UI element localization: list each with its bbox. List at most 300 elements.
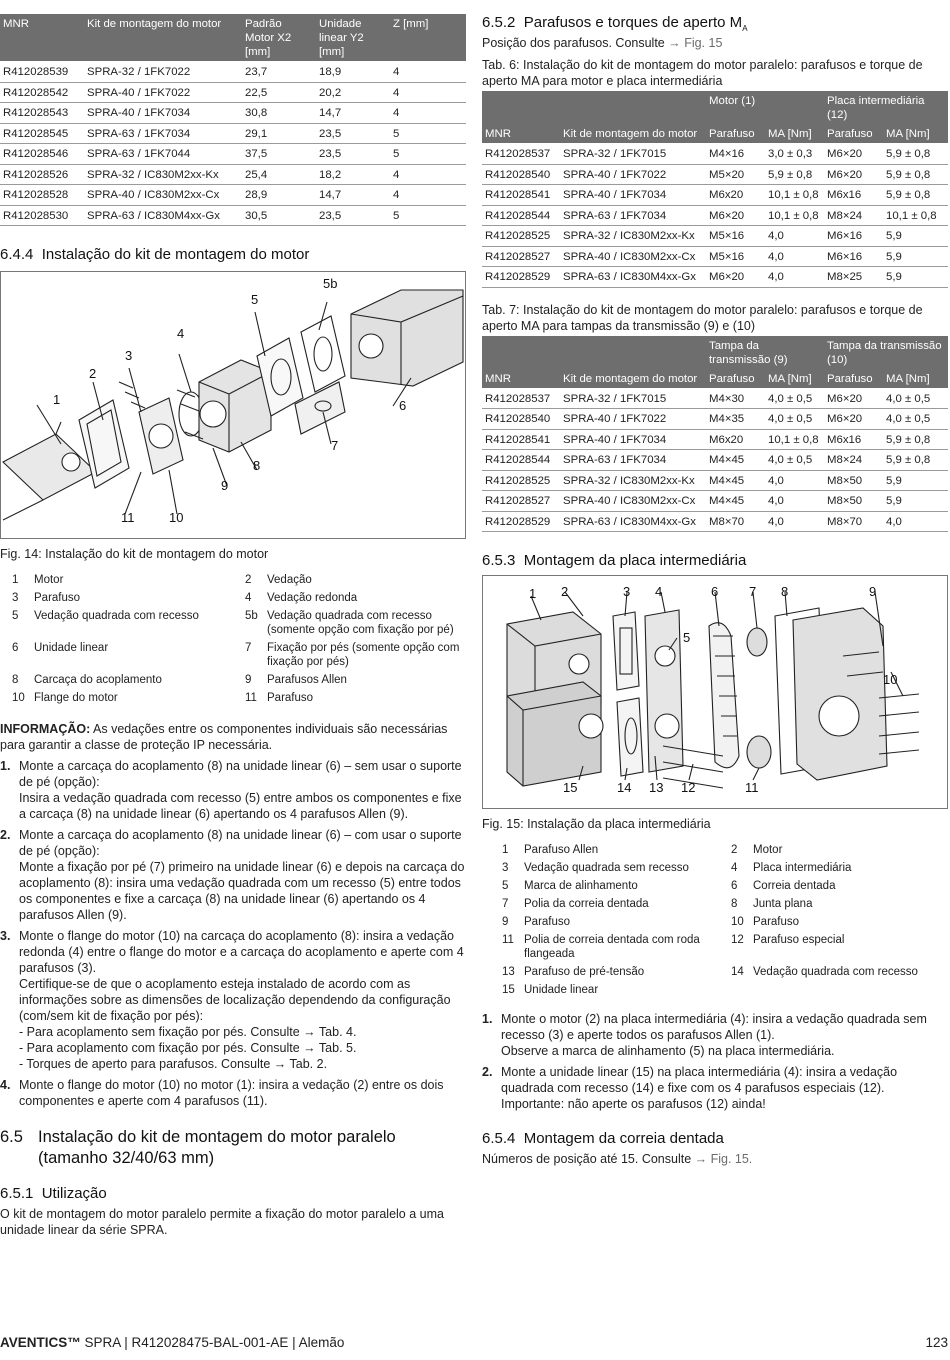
table-row: [482, 450, 948, 471]
legend-number: 4: [731, 862, 738, 874]
info-note: INFORMAÇÃO: As vedações entre os componentes individuais são necessárias para garantir a classe de proteção IP necessária.: [0, 722, 448, 752]
step-line: Observe a marca de alinhamento (5) na placa intermediária.: [501, 1044, 835, 1058]
table-cell: 20,2: [316, 82, 390, 103]
table-cell: 18,9: [316, 62, 390, 83]
table-cell: 23,5: [316, 144, 390, 165]
table-cell: M6x16: [824, 429, 883, 450]
step-number: 1.: [482, 1012, 493, 1026]
legend-number: 8: [12, 674, 19, 686]
table-cell: M5×16: [706, 226, 765, 247]
callout-11: 11: [745, 780, 759, 795]
table-cell: 4,0 ± 0,5: [883, 409, 948, 430]
table-row: [0, 82, 466, 103]
col-header: Parafuso: [824, 124, 883, 144]
table-row: [482, 388, 948, 409]
table-cell: SPRA-40 / 1FK7034: [84, 103, 242, 124]
legend-label: Parafuso de pré-tensão: [524, 966, 645, 978]
table-cell: 4,0: [765, 491, 824, 512]
legend-item: [731, 915, 948, 929]
group-header: Tampa da transmissão (9): [706, 336, 824, 369]
col-header: MA [Nm]: [883, 124, 948, 144]
legend-item: [12, 591, 233, 605]
legend-label: Unidade linear: [34, 642, 109, 654]
table-cell: 5,9 ± 0,8: [883, 164, 948, 185]
step-line: Monte a unidade linear (15) na placa intermediária (4): insira a vedação quadrada com recesso (14) e fixe com os 4 parafusos especiais (12).: [501, 1065, 898, 1095]
col-header: Z [mm]: [390, 14, 466, 62]
table-cell: 4: [390, 164, 466, 185]
legend-label: Marca de alinhamento: [524, 880, 638, 892]
legend-label: Junta plana: [753, 898, 813, 910]
table-row: [482, 491, 948, 512]
legend-number: 2: [245, 574, 252, 586]
legend-label: Vedação quadrada sem recesso: [524, 862, 689, 874]
legend-item: [731, 843, 948, 857]
step-line: - Para acoplamento sem fixação por pés. Consulte → Tab. 4.: [19, 1025, 357, 1039]
table-cell: R412028545: [0, 123, 84, 144]
legend-label: Correia dentada: [753, 880, 836, 892]
table-cell: 5: [390, 205, 466, 226]
table-row: [0, 164, 466, 185]
table-cell: M8×24: [824, 450, 883, 471]
table-cell: SPRA-63 / IC830M4xx-Gx: [84, 205, 242, 226]
table-row: [0, 144, 466, 165]
table-cell: M6×16: [824, 226, 883, 247]
table-cell: SPRA-40 / IC830M2xx-Cx: [84, 185, 242, 206]
legend-item: [245, 573, 466, 587]
table-cell: R412028527: [482, 246, 560, 267]
table-cell: R412028529: [482, 267, 560, 288]
step-line: Monte o flange do motor (10) na carcaça do acoplamento (8): insira a vedação redonda (4) entre o flange do motor e a carcaça do acoplamento e aperte com 4 parafusos (3).: [19, 929, 464, 975]
table-cell: M5×20: [706, 164, 765, 185]
page-number: 123: [925, 1335, 948, 1350]
table-cell: R412028529: [482, 511, 560, 532]
legend-item: [502, 879, 719, 893]
fig15-caption: Fig. 15: Instalação da placa intermediária: [482, 817, 711, 831]
legend-label: Carcaça do acoplamento: [34, 674, 162, 686]
col-header: MNR: [482, 369, 560, 389]
table-cell: R412028539: [0, 62, 84, 83]
col-header: Parafuso: [706, 124, 765, 144]
footer-doc-info: AVENTICS™ SPRA | R412028475-BAL-001-AE | Alemão: [0, 1335, 345, 1350]
table-cell: SPRA-63 / IC830M4xx-Gx: [560, 511, 706, 532]
table-cell: SPRA-32 / IC830M2xx-Kx: [560, 226, 706, 247]
tab6-caption: Tab. 6: Instalação do kit de montagem do motor paralelo: parafusos e torque de aperto MA para motor e placa intermediária: [482, 58, 923, 88]
table-row: [482, 470, 948, 491]
table-row: [482, 185, 948, 206]
table-cell: 10,1 ± 0,8: [765, 205, 824, 226]
legend-item: [502, 965, 719, 979]
legend-number: 1: [502, 844, 509, 856]
legend-item: [731, 879, 948, 893]
table-cell: SPRA-40 / 1FK7034: [560, 185, 706, 206]
table-cell: 5,9 ± 0,8: [765, 164, 824, 185]
callout-1: 1: [529, 586, 537, 601]
table-cell: M8×50: [824, 470, 883, 491]
table-cell: 4: [390, 103, 466, 124]
step-line: Monte o motor (2) na placa intermediária (4): insira a vedação quadrada sem recesso (3) e aperte todos os parafusos Allen (1).: [501, 1012, 927, 1042]
col-header: Parafuso: [706, 369, 765, 389]
legend-label: Vedação quadrada com recesso (somente opção com fixação por pé): [267, 610, 454, 636]
legend-label: Parafuso: [524, 916, 571, 928]
legend-item: [12, 641, 233, 669]
fig15-link[interactable]: → Fig. 15: [668, 36, 723, 50]
table-cell: SPRA-32 / IC830M2xx-Kx: [84, 164, 242, 185]
callout-7: 7: [331, 438, 339, 453]
legend-item: [245, 641, 466, 669]
table-cell: R412028530: [0, 205, 84, 226]
tab7-table: [482, 336, 948, 533]
table-cell: 22,5: [242, 82, 316, 103]
callout-10: 10: [169, 510, 184, 525]
instruction-step: [0, 758, 466, 822]
table-cell: M8×70: [706, 511, 765, 532]
table-row: [0, 123, 466, 144]
tab7-caption: Tab. 7: Instalação do kit de montagem do motor paralelo: parafusos e torque de aperto MA para tampas da transmissão (9) e (10): [482, 302, 923, 333]
tab6-body: [482, 144, 948, 288]
table-cell: SPRA-63 / IC830M4xx-Gx: [560, 267, 706, 288]
group-header: Motor (1): [706, 91, 824, 124]
col-header: MA [Nm]: [765, 369, 824, 389]
table-cell: 37,5: [242, 144, 316, 165]
table-cell: 4,0 ± 0,5: [765, 450, 824, 471]
legend-number: 5: [12, 610, 19, 622]
callout-4: 4: [177, 326, 185, 341]
callout-3: 3: [125, 348, 133, 363]
table-cell: R412028537: [482, 388, 560, 409]
table-row: [0, 103, 466, 124]
table-cell: 4: [390, 82, 466, 103]
table-cell: M6×16: [824, 246, 883, 267]
legend-label: Motor: [34, 574, 64, 586]
instruction-step: [482, 1064, 948, 1112]
section-6-5-4-heading: 6.5.4 Montagem da correia dentada: [482, 1130, 724, 1147]
table-cell: R412028537: [482, 144, 560, 165]
table-row: [482, 409, 948, 430]
legend-number: 13: [502, 966, 515, 978]
col-header: MNR: [0, 14, 84, 62]
fig15-link[interactable]: → Fig. 15.: [694, 1152, 753, 1166]
table-cell: M4×45: [706, 491, 765, 512]
table-cell: 3,0 ± 0,3: [765, 144, 824, 165]
legend-number: 3: [502, 862, 509, 874]
table-cell: M8×50: [824, 491, 883, 512]
callout-6: 6: [711, 584, 719, 599]
table-cell: 29,1: [242, 123, 316, 144]
table-cell: R412028526: [0, 164, 84, 185]
table-cell: M6x20: [706, 185, 765, 206]
section-6-5-1-heading: 6.5.1 Utilização: [0, 1185, 107, 1202]
steps-6-4-4: [0, 758, 466, 1109]
table-cell: SPRA-63 / 1FK7034: [84, 123, 242, 144]
table-cell: SPRA-40 / 1FK7022: [560, 164, 706, 185]
callout-14: 14: [617, 780, 632, 795]
tab5-body: [0, 62, 466, 226]
table-cell: M8×70: [824, 511, 883, 532]
legend-number: 15: [502, 984, 515, 996]
table-row: [482, 205, 948, 226]
step-line: Monte o flange do motor (10) no motor (1): insira a vedação (2) entre os dois componentes e aperte com 4 parafusos (11).: [19, 1078, 444, 1108]
legend-item: [12, 609, 233, 637]
table-cell: R412028541: [482, 185, 560, 206]
col-header: MA [Nm]: [765, 124, 824, 144]
table-cell: 5,9 ± 0,8: [883, 450, 948, 471]
legend-number: 9: [502, 916, 509, 928]
table-cell: 4,0: [765, 267, 824, 288]
step-number: 3.: [0, 929, 11, 943]
table-cell: 4,0: [765, 511, 824, 532]
step-line: Insira a vedação quadrada com recesso (5) entre ambos os componentes e fixe a carcaça (8) na unidade linear (6) apertando os 4 parafusos Allen (9).: [19, 791, 462, 821]
callout-12: 12: [681, 780, 696, 795]
table-cell: 5,9: [883, 470, 948, 491]
table-cell: M6×20: [824, 164, 883, 185]
table-cell: 30,5: [242, 205, 316, 226]
table-cell: M4×30: [706, 388, 765, 409]
instruction-step: [0, 928, 466, 1072]
table-cell: 23,7: [242, 62, 316, 83]
legend-item: [502, 933, 719, 961]
table-cell: 14,7: [316, 185, 390, 206]
legend-number: 5b: [245, 610, 258, 622]
legend-label: Unidade linear: [524, 984, 599, 996]
step-line: - Torques de aperto para parafusos. Consulte → Tab. 2.: [19, 1057, 328, 1071]
callout-9: 9: [869, 584, 877, 599]
callout-5: 5: [683, 630, 691, 645]
legend-label: Parafuso: [267, 692, 314, 704]
table-cell: M6×20: [824, 388, 883, 409]
table-cell: M6×20: [706, 267, 765, 288]
table-row: [482, 144, 948, 165]
right-column: [482, 14, 948, 1167]
table-cell: R412028544: [482, 450, 560, 471]
legend-item: [502, 861, 719, 875]
table-cell: R412028528: [0, 185, 84, 206]
col-header: MA [Nm]: [883, 369, 948, 389]
legend-item: [245, 609, 466, 637]
step-line: Importante: não aperte os parafusos (12) ainda!: [501, 1097, 766, 1111]
table-cell: SPRA-40 / 1FK7022: [560, 409, 706, 430]
step-number: 2.: [482, 1065, 493, 1079]
callout-8: 8: [781, 584, 789, 599]
table-cell: R412028527: [482, 491, 560, 512]
section-6-5-heading: 6.5 Instalação do kit de montagem do motor paralelo (tamanho 32/40/63 mm): [0, 1128, 396, 1167]
table-cell: 10,1 ± 0,8: [883, 205, 948, 226]
legend-item: [12, 573, 233, 587]
table-cell: R412028525: [482, 226, 560, 247]
legend-label: Vedação redonda: [267, 592, 358, 604]
table-cell: 10,1 ± 0,8: [765, 429, 824, 450]
col-header: Kit de montagem do motor: [560, 369, 706, 389]
steps-6-5-3: [482, 1011, 948, 1112]
table-row: [0, 185, 466, 206]
callout-5: 5: [251, 292, 259, 307]
table-row: [0, 62, 466, 83]
table-cell: 4,0 ± 0,5: [765, 409, 824, 430]
table-cell: 4: [390, 62, 466, 83]
legend-item: [12, 691, 233, 705]
table-cell: 4,0 ± 0,5: [883, 388, 948, 409]
tab7-body: [482, 388, 948, 532]
table-cell: 30,8: [242, 103, 316, 124]
legend-item: [731, 897, 948, 911]
table-cell: SPRA-63 / 1FK7044: [84, 144, 242, 165]
instruction-step: [0, 827, 466, 923]
fig15-illustration: [482, 575, 948, 809]
table-cell: 14,7: [316, 103, 390, 124]
legend-label: Motor: [753, 844, 783, 856]
table-cell: SPRA-40 / IC830M2xx-Cx: [560, 491, 706, 512]
legend-item: [502, 897, 719, 911]
table-cell: R412028541: [482, 429, 560, 450]
legend-number: 11: [502, 934, 514, 946]
callout-6: 6: [399, 398, 407, 413]
table-cell: R412028546: [0, 144, 84, 165]
step-line: Monte a carcaça do acoplamento (8) na unidade linear (6) – com usar o suporte de pé (opção):: [19, 828, 462, 858]
table-cell: M4×35: [706, 409, 765, 430]
table-cell: R412028525: [482, 470, 560, 491]
legend-number: 7: [502, 898, 509, 910]
fig15-legend: [502, 843, 948, 997]
table-cell: 4: [390, 185, 466, 206]
legend-number: 4: [245, 592, 252, 604]
legend-number: 10: [12, 692, 25, 704]
fig14-illustration: [0, 271, 466, 539]
table-cell: SPRA-63 / 1FK7034: [560, 450, 706, 471]
fig14-caption: Fig. 14: Instalação do kit de montagem do motor: [0, 547, 269, 561]
legend-item: [245, 673, 466, 687]
table-cell: M4×16: [706, 144, 765, 165]
intermediate-plate-drawing: [483, 576, 947, 808]
callout-2: 2: [89, 366, 97, 381]
table-cell: 4,0: [765, 226, 824, 247]
legend-label: Fixação por pés (somente opção com fixação por pés): [267, 642, 460, 668]
table-cell: 5,9 ± 0,8: [883, 185, 948, 206]
left-column: [0, 14, 466, 1238]
table-cell: M6×20: [824, 144, 883, 165]
table-cell: M6×20: [824, 409, 883, 430]
legend-item: [245, 691, 466, 705]
table-cell: 28,9: [242, 185, 316, 206]
legend-label: Placa intermediária: [753, 862, 852, 874]
legend-number: 5: [502, 880, 509, 892]
step-line: - Para acoplamento com fixação por pés. Consulte → Tab. 5.: [19, 1041, 357, 1055]
table-cell: 5,9 ± 0,8: [883, 144, 948, 165]
callout-1: 1: [53, 392, 61, 407]
legend-label: Polia de correia dentada com roda flangeada: [524, 934, 700, 960]
instruction-step: [482, 1011, 948, 1059]
table-cell: SPRA-32 / 1FK7022: [84, 62, 242, 83]
legend-label: Vedação: [267, 574, 312, 586]
step-line: Monte a carcaça do acoplamento (8) na unidade linear (6) – sem usar o suporte de pé (opção):: [19, 759, 462, 789]
legend-number: 1: [12, 574, 19, 586]
callout-10: 10: [883, 672, 898, 687]
table-cell: R412028540: [482, 409, 560, 430]
table-cell: M4×45: [706, 450, 765, 471]
table-cell: M6x20: [706, 429, 765, 450]
table-cell: SPRA-32 / IC830M2xx-Kx: [560, 470, 706, 491]
callout-5b: 5b: [323, 276, 338, 291]
table-cell: M5×16: [706, 246, 765, 267]
table-cell: 23,5: [316, 123, 390, 144]
table-cell: 10,1 ± 0,8: [765, 185, 824, 206]
legend-number: 6: [731, 880, 738, 892]
legend-number: 3: [12, 592, 19, 604]
section-6-5-2-heading: 6.5.2 Parafusos e torques de aperto $M_A$: [482, 14, 748, 33]
legend-item: [502, 843, 719, 857]
table-cell: 4,0: [765, 470, 824, 491]
page-footer: [0, 1335, 950, 1355]
col-header: Unidade linear Y2 [mm]: [316, 14, 390, 62]
col-header: Kit de montagem do motor: [560, 124, 706, 144]
table-row: [482, 429, 948, 450]
exploded-view-drawing: [1, 272, 465, 538]
legend-number: 2: [731, 844, 738, 856]
fig14-legend: [12, 573, 466, 705]
table-cell: SPRA-63 / 1FK7034: [560, 205, 706, 226]
table-cell: 18,2: [316, 164, 390, 185]
table-cell: SPRA-32 / 1FK7015: [560, 144, 706, 165]
legend-item: [502, 983, 719, 997]
table-cell: SPRA-40 / 1FK7022: [84, 82, 242, 103]
table-row: [482, 246, 948, 267]
legend-number: 9: [245, 674, 252, 686]
table-cell: M8×25: [824, 267, 883, 288]
table-cell: R412028542: [0, 82, 84, 103]
section-6-5-4-text: Números de posição até 15. Consulte → Fig. 15.: [482, 1152, 753, 1166]
legend-label: Parafuso Allen: [524, 844, 599, 856]
table-row: [0, 205, 466, 226]
table-cell: SPRA-40 / 1FK7034: [560, 429, 706, 450]
section-6-4-4-heading: 6.4.4 Instalação do kit de montagem do motor: [0, 246, 310, 263]
table-cell: 5,9: [883, 226, 948, 247]
table-cell: SPRA-32 / 1FK7015: [560, 388, 706, 409]
callout-15: 15: [563, 780, 578, 795]
table-row: [482, 511, 948, 532]
callout-8: 8: [253, 458, 261, 473]
table-cell: R412028544: [482, 205, 560, 226]
legend-item: [731, 861, 948, 875]
step-number: 2.: [0, 828, 11, 842]
step-line: Certifique-se de que o acoplamento esteja instalado de acordo com as informações sobre as dimensões de localização dependendo da configuração (com/sem kit de fixação por pés):: [19, 977, 451, 1023]
table-cell: 5,9: [883, 267, 948, 288]
section-6-5-3-heading: 6.5.3 Montagem da placa intermediária: [482, 552, 747, 569]
col-header: MNR: [482, 124, 560, 144]
tab5-table: [0, 14, 466, 226]
legend-number: 7: [245, 642, 252, 654]
table-cell: 5: [390, 123, 466, 144]
legend-number: 12: [731, 934, 744, 946]
legend-label: Parafuso especial: [753, 934, 845, 946]
legend-number: 8: [731, 898, 738, 910]
table-cell: M6x16: [824, 185, 883, 206]
col-header: Padrão Motor X2 [mm]: [242, 14, 316, 62]
legend-number: 11: [245, 692, 257, 704]
instruction-step: [0, 1077, 466, 1109]
callout-4: 4: [655, 584, 663, 599]
table-cell: SPRA-40 / IC830M2xx-Cx: [560, 246, 706, 267]
legend-item: [502, 915, 719, 929]
legend-label: Parafusos Allen: [267, 674, 347, 686]
step-number: 1.: [0, 759, 11, 773]
step-number: 4.: [0, 1078, 11, 1092]
table-cell: 5: [390, 144, 466, 165]
table-row: [482, 164, 948, 185]
legend-item: [731, 933, 948, 961]
col-header: Parafuso: [824, 369, 883, 389]
table-cell: 4,0: [765, 246, 824, 267]
step-line: Monte a fixação por pé (7) primeiro na unidade linear (6) e depois na carcaça do acoplamento (8): insira uma vedação quadrada com um recesso (5) entre todos os componentes e fixe a carcaça (8) na unidade linear (6) apertando os 4 parafusos Allen (9).: [19, 860, 465, 922]
table-cell: 4,0: [883, 511, 948, 532]
legend-label: Parafuso: [34, 592, 81, 604]
